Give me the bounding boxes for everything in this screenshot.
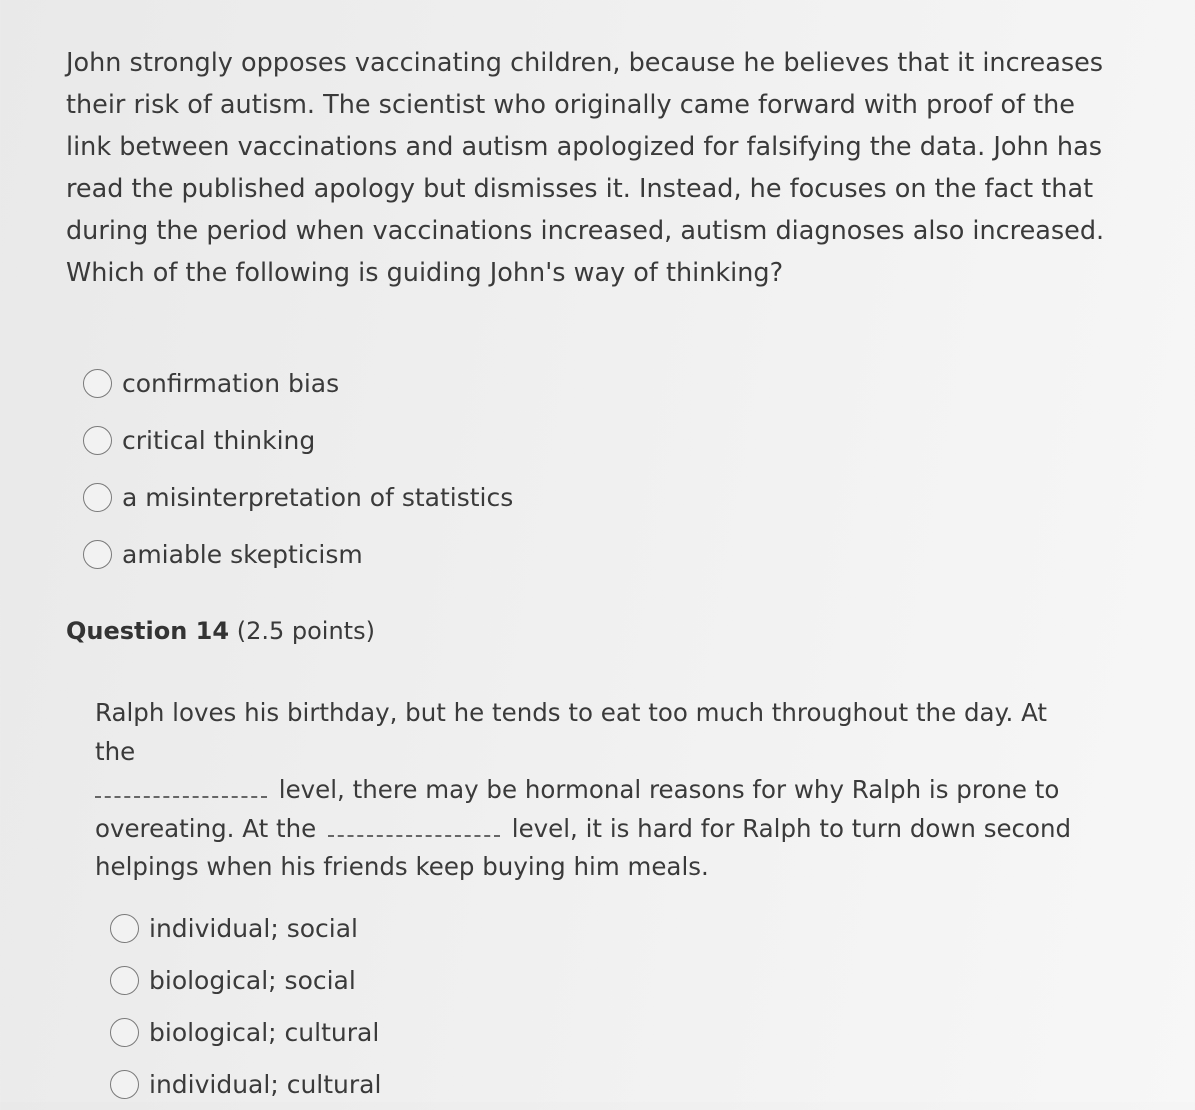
- fill-blank-1: [95, 778, 267, 798]
- option-misinterpretation-of-statistics[interactable]: [83, 469, 513, 526]
- option-label: amiable skepticism: [122, 540, 363, 569]
- radio-button[interactable]: [110, 966, 139, 995]
- option-label: critical thinking: [122, 426, 316, 455]
- option-biological-social[interactable]: [110, 954, 381, 1006]
- radio-button[interactable]: [110, 914, 139, 943]
- radio-button[interactable]: [83, 369, 112, 398]
- option-biological-cultural[interactable]: [110, 1006, 381, 1058]
- option-critical-thinking[interactable]: [83, 412, 513, 469]
- prompt-part-2: level, there may be hormonal reasons for why Ralph is prone to overeating. At the: [95, 775, 1060, 843]
- option-label: biological; social: [149, 965, 356, 995]
- fill-blank-2: [328, 817, 500, 837]
- prompt-part-1: Ralph loves his birthday, but he tends to eat too much throughout the day. At the: [95, 698, 1048, 766]
- question-number: Question 14: [66, 617, 230, 645]
- option-confirmation-bias[interactable]: [83, 355, 513, 412]
- option-label: a misinterpretation of statistics: [122, 483, 514, 512]
- question-points: (2.5 points): [236, 617, 375, 645]
- option-label: individual; cultural: [149, 1069, 382, 1099]
- radio-button[interactable]: [83, 426, 112, 455]
- question-14-options: [110, 902, 381, 1110]
- option-individual-cultural[interactable]: [110, 1058, 381, 1110]
- question-14-prompt: [95, 694, 1075, 887]
- option-individual-social[interactable]: [110, 902, 381, 954]
- prompt-part-3: level, it is hard for Ralph to turn down second helpings when his friends keep buying him meals.: [95, 813, 1072, 881]
- radio-button[interactable]: [110, 1070, 139, 1099]
- question-13-prompt: John strongly opposes vaccinating children, because he believes that it increases their risk of autism. The scientist who originally came forward with proof of the link between vaccinations and autism apologized for falsifying the data. John has read the published apology but dismisses it. Instead, he focuses on the fact that during the period when vaccinations increased, autism diagnoses also increased. Which of the following is guiding John's way of thinking?: [66, 48, 1105, 288]
- option-amiable-skepticism[interactable]: [83, 526, 513, 583]
- radio-button[interactable]: [83, 540, 112, 569]
- option-label: biological; cultural: [149, 1017, 380, 1047]
- radio-button[interactable]: [83, 483, 112, 512]
- option-label: confirmation bias: [122, 369, 340, 398]
- question-14-header: [66, 617, 375, 645]
- question-13-options: [83, 355, 513, 583]
- radio-button[interactable]: [110, 1018, 139, 1047]
- option-label: individual; social: [149, 913, 358, 943]
